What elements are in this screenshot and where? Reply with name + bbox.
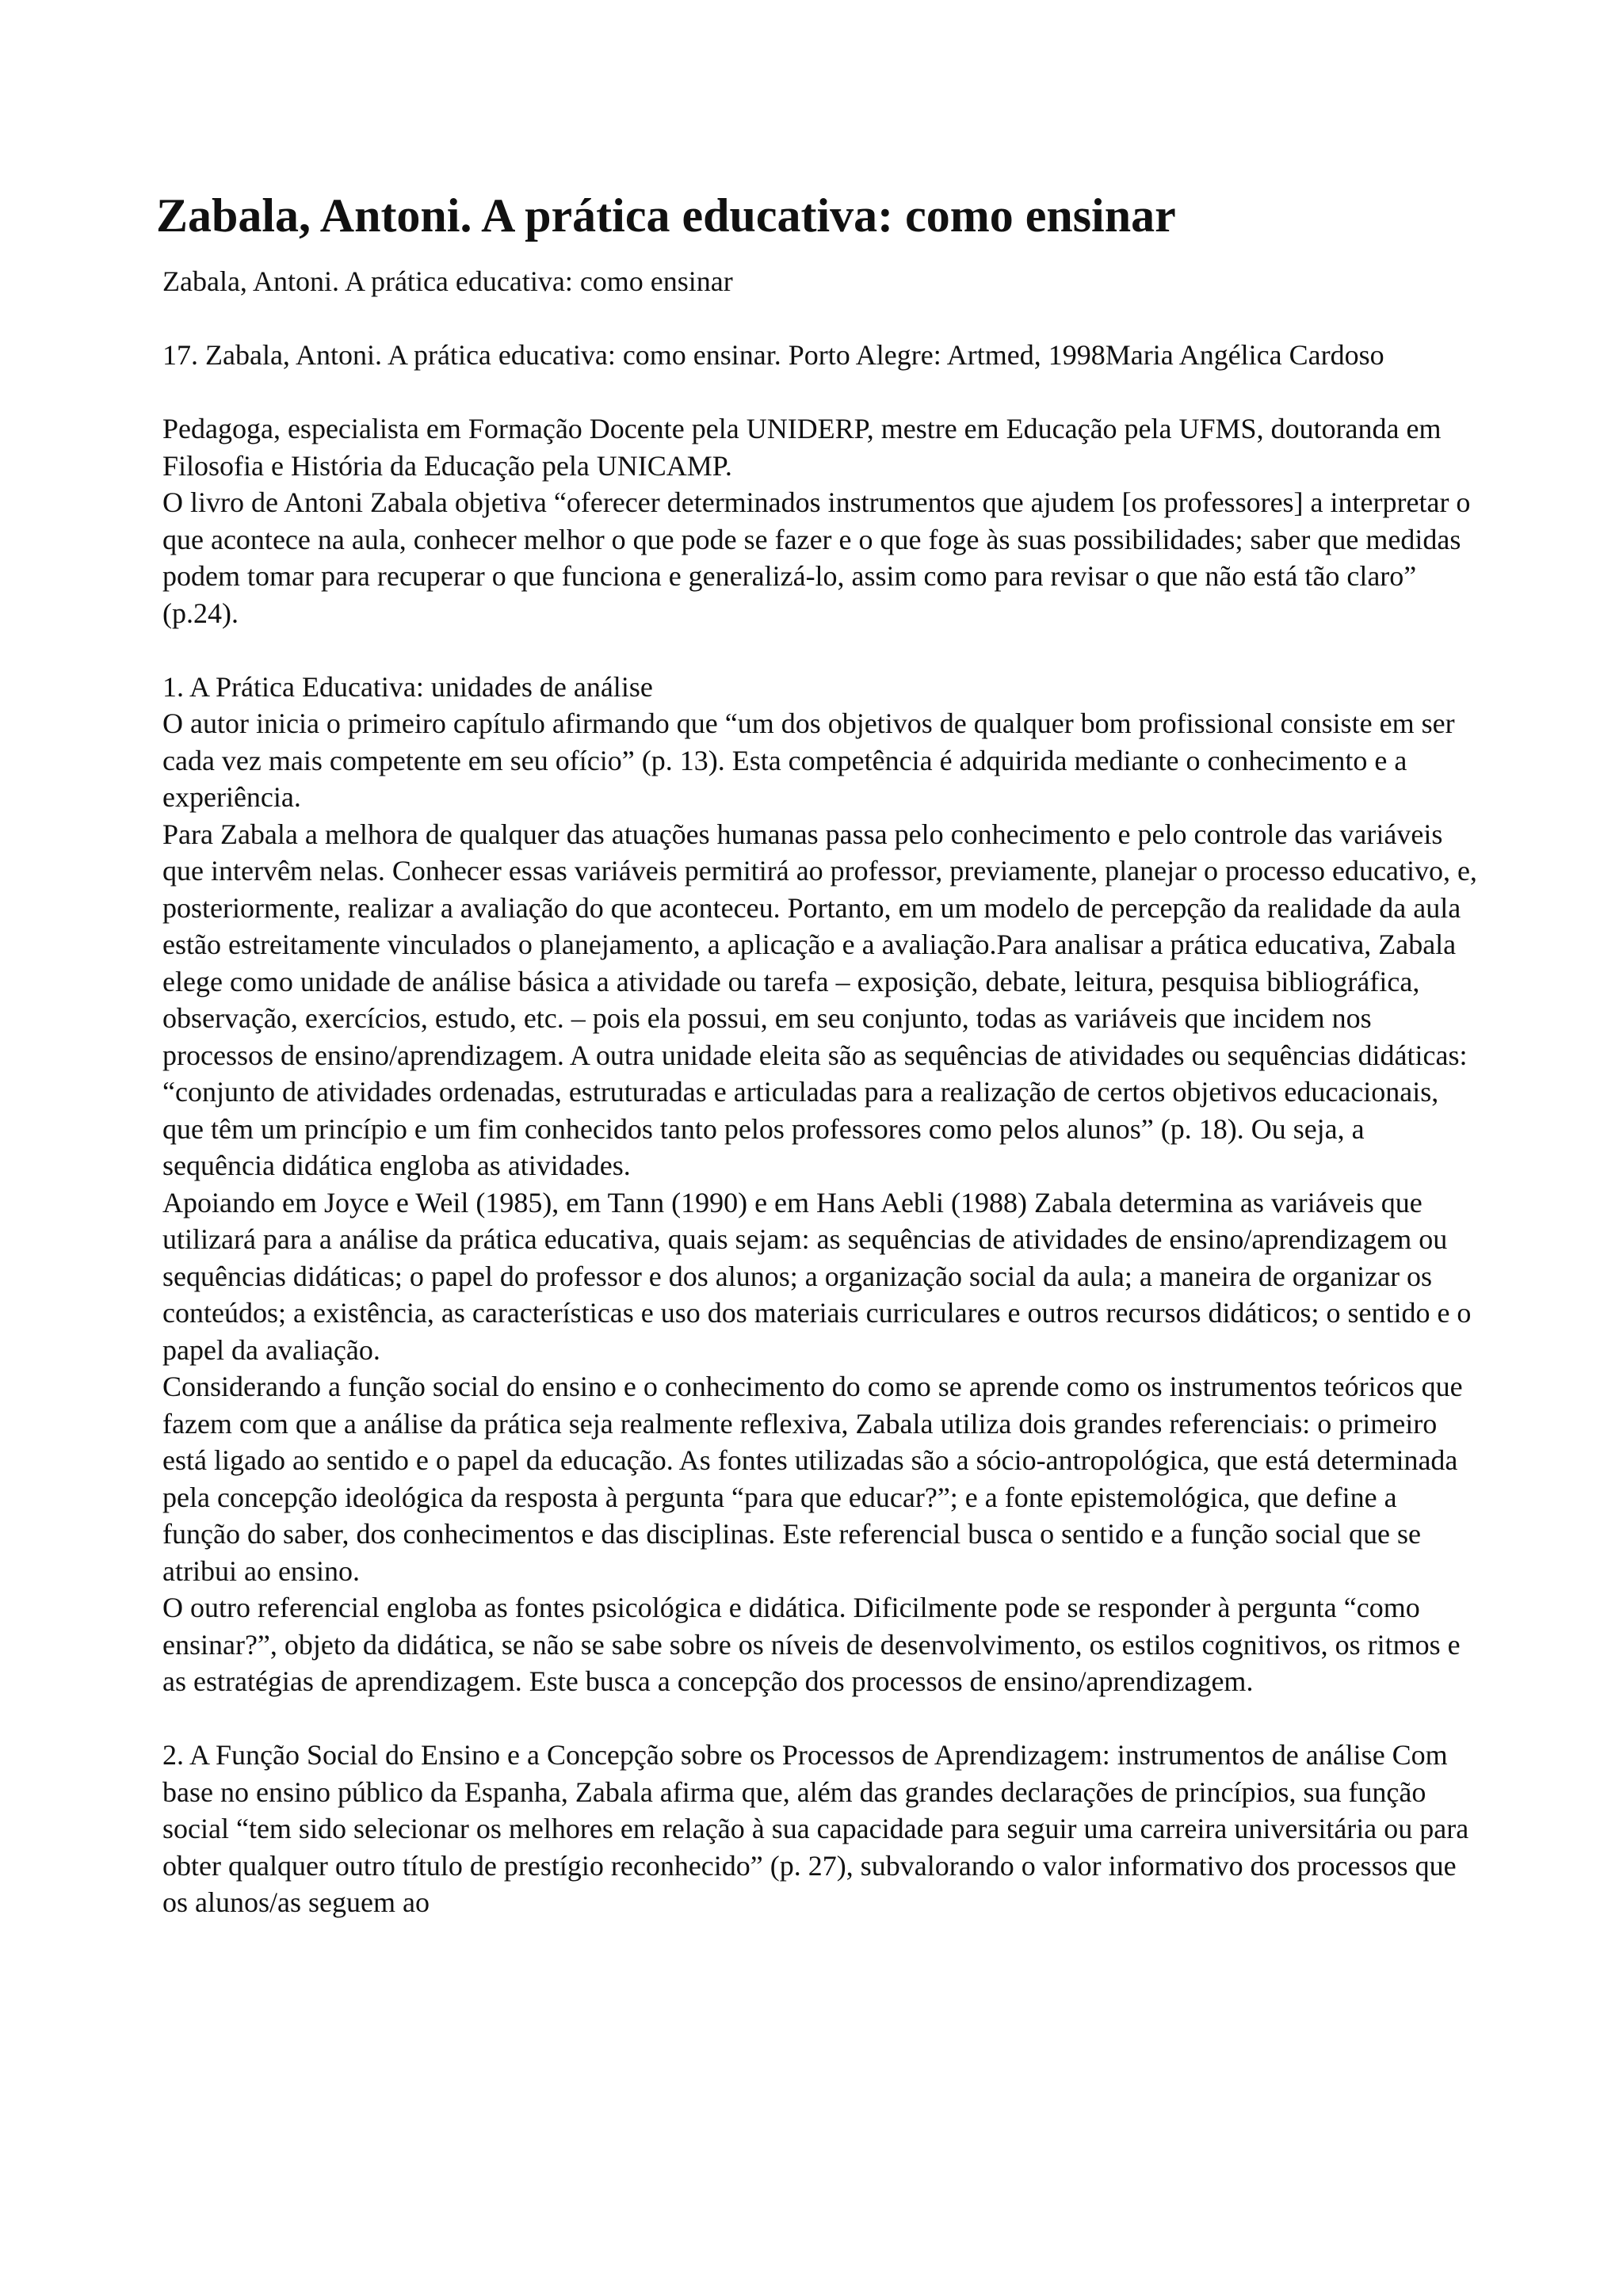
paragraph-gap [162, 631, 1478, 669]
section-1-paragraph-5: O outro referencial engloba as fontes psicológica e didática. Dificilmente pode se responder à pergunta “como ensinar?”, objeto da didática, se não se sabe sobre os níveis de desenvolvimento, os estilos cognitivos, os ritmos e as estratégias de aprendizagem. Este busca a concepção dos processos de ensino/aprendizagem. [162, 1592, 1461, 1697]
section-1-paragraph-1: O autor inicia o primeiro capítulo afirmando que “um dos objetivos de qualquer bom profissional consiste em ser cada vez mais competente em seu ofício” (p. 13). Esta competência é adquirida mediante o conhecimento e a experiência. [162, 707, 1455, 813]
section-1-paragraph-3: Apoiando em Joyce e Weil (1985), em Tann (1990) e em Hans Aebli (1988) Zabala determina as variáveis que utilizará para a análise da prática educativa, quais sejam: as sequências de atividades de ensino/aprendizagem ou sequências didáticas; o papel do professor e dos alunos; a organização social da aula; a maneira de organizar os conteúdos; a existência, as características e uso dos materiais curriculares e outros recursos didáticos; o sentido e o papel da avaliação. [162, 1186, 1472, 1366]
document-subtitle: Zabala, Antoni. A prática educativa: como ensinar [162, 265, 733, 297]
section-1-paragraph-4: Considerando a função social do ensino e o conhecimento do como se aprende como os instrumentos teóricos que fazem com que a análise da prática seja realmente reflexiva, Zabala utiliza dois grandes referenciais: o primeiro está ligado ao sentido e o papel da educação. As fontes utilizadas são a sócio-antropológica, que está determinada pela concepção ideológica da resposta à pergunta “para que educar?”; e a fonte epistemológica, que define a função do saber, dos conhecimentos e das disciplinas. Este referencial busca o sentido e a função social que se atribui ao ensino. [162, 1371, 1463, 1587]
intro-paragraph: O livro de Antoni Zabala objetiva “oferecer determinados instrumentos que ajudem [os professores] a interpretar o que acontece na aula, conhecer melhor o que pode se fazer e o que foge às suas possibilidades; saber que medidas podem tomar para recuperar o que funciona e generalizá-lo, assim como para revisar o que não está tão claro” (p.24). [162, 486, 1471, 629]
paragraph-gap [162, 1700, 1478, 1737]
paragraph-gap [162, 300, 1478, 338]
section-2-paragraph-1: 2. A Função Social do Ensino e a Concepção sobre os Processos de Aprendizagem: instrumentos de análise Com base no ensino público da Espanha, Zabala afirma que, além das grandes declarações de princípios, sua função social “tem sido selecionar os melhores em relação à sua capacidade para seguir uma carreira universitária ou para obter qualquer outro título de prestígio reconhecido” (p. 27), subvalorando o valor informativo dos processos que os alunos/as seguem ao [162, 1739, 1469, 1918]
reference-paragraph: 17. Zabala, Antoni. A prática educativa: como ensinar. Porto Alegre: Artmed, 1998Maria Angélica Cardoso [162, 339, 1384, 371]
document-body [162, 263, 1478, 1921]
section-1-heading: 1. A Prática Educativa: unidades de análise [162, 670, 653, 703]
paragraph-gap [162, 374, 1478, 411]
section-1-paragraph-2: Para Zabala a melhora de qualquer das atuações humanas passa pelo conhecimento e pelo controle das variáveis que intervêm nelas. Conhecer essas variáveis permitirá ao professor, previamente, planejar o processo educativo, e, posteriormente, realizar a avaliação do que aconteceu. Portanto, em um modelo de percepção da realidade da aula estão estreitamente vinculados o planejamento, a aplicação e a avaliação.Para analisar a prática educativa, Zabala elege como unidade de análise básica a atividade ou tarefa – exposição, debate, leitura, pesquisa bibliográfica, observação, exercícios, estudo, etc. – pois ela possui, em seu conjunto, todas as variáveis que incidem nos processos de ensino/aprendizagem. A outra unidade eleita são as sequências de atividades ou sequências didáticas: “conjunto de atividades ordenadas, estruturadas e articuladas para a realização de certos objetivos educacionais, que têm um princípio e um fim conhecidos tanto pelos professores como pelos alunos” (p. 18). Ou seja, a sequência didática engloba as atividades. [162, 818, 1477, 1181]
author-bio-paragraph: Pedagoga, especialista em Formação Docente pela UNIDERP, mestre em Educação pela UFMS, doutoranda em Filosofia e História da Educação pela UNICAMP. [162, 413, 1442, 482]
document-title: Zabala, Antoni. A prática educativa: como ensinar [156, 189, 1176, 242]
